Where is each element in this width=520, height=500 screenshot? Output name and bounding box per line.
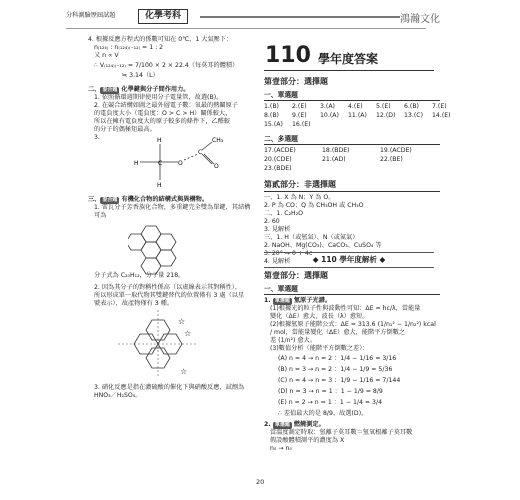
atom-o: O bbox=[178, 160, 183, 167]
exp2-line: 假設酸體積測平的濃度為 X bbox=[270, 437, 345, 444]
exp1-row: (B) n = 3 → n = 2 ：1/4 − 1/9 = 5/36 bbox=[278, 366, 393, 373]
atom-o: O bbox=[214, 163, 219, 170]
atom-h: H bbox=[157, 182, 162, 189]
publisher-logo: 鴻瀚文化 bbox=[400, 14, 440, 25]
analysis-section-heading: ◆ 110 學年度解析 ◆ bbox=[264, 252, 434, 268]
sec2-item: 1. 依照循環週期律使用分子電量管，故選(B)。 bbox=[94, 94, 223, 101]
multi-answers bbox=[264, 147, 440, 173]
sec3-last bbox=[88, 384, 244, 400]
exp1-line: 變化（ΔE）愈大，波長（λ）愈短。 bbox=[270, 313, 369, 320]
formula-line: 分子式為 C₂₀H₁₂，分子量 218。 bbox=[94, 272, 185, 279]
answer-item: 21.(AD) bbox=[322, 156, 346, 163]
section-3 bbox=[88, 196, 250, 220]
header-bar bbox=[200, 16, 400, 18]
exp1-row: (E) n = 2 → n = 1 ：1 − 1/4 = 3/4 bbox=[278, 399, 383, 406]
answer-item: 14.(E) bbox=[432, 112, 451, 119]
diamond-icon: ◆ bbox=[312, 255, 322, 264]
sec3-item: 1. 雷瓦分子芳香族化合物，多重鍵完全雙為單鍵，其結構 bbox=[94, 204, 251, 211]
atom-c: C bbox=[198, 149, 203, 156]
answer-title: 學年度答案 bbox=[318, 52, 379, 66]
header-subject-box: 化學考科 bbox=[138, 9, 188, 24]
star-icon: ☆ bbox=[178, 317, 186, 326]
exp2-line: n₀ → n₀ bbox=[270, 445, 292, 452]
answer-item: 17.(ACDE) bbox=[264, 147, 296, 154]
part-1-heading: 第壹部分：選擇題 bbox=[264, 77, 328, 86]
answer-item: 1.(B) bbox=[264, 103, 279, 110]
answer-item: 6.(B) bbox=[404, 103, 419, 110]
molecule-diagram bbox=[120, 132, 230, 192]
page-number: 20 bbox=[256, 478, 265, 486]
nonsel-line: 4. 見解析 bbox=[264, 258, 291, 265]
topic-badge: 單選題 bbox=[274, 298, 290, 304]
exp1-line: (3)數值分析（能階平方倒數之差）： bbox=[270, 345, 369, 352]
section-2-heading: 二、 混合題 化學鍵與分子間作用力。 bbox=[88, 86, 190, 93]
nonsel-line: 3. 20° → 0 + 4c bbox=[264, 250, 313, 257]
exp2-heading: 2. 單選題 燃燒測定。 bbox=[264, 421, 325, 428]
diamond-icon: ◆ bbox=[376, 255, 386, 264]
sec3-item: HNO₃／H₂SO₄。 bbox=[94, 392, 142, 399]
answer-item: 8.(B) bbox=[264, 112, 279, 119]
multi-choice-heading: 二、多選題 bbox=[264, 135, 298, 143]
exp1-line: (1)根據光的粒子性與波動性可知：ΔE = hc/λ，當能量 bbox=[270, 305, 421, 312]
atom-h: H bbox=[157, 137, 162, 144]
nonsel-line: 2. 60 bbox=[264, 218, 280, 225]
year-number: 110 bbox=[265, 43, 311, 68]
sec2-item: 3. bbox=[94, 134, 100, 141]
sec3-item: 3. 硝化反應是指在濃硫酸的催化下與硝酸反應，試劑為 bbox=[94, 384, 245, 391]
topic-badge: 單選題 bbox=[274, 422, 290, 428]
header-divider bbox=[66, 28, 426, 29]
sec3-item: 所以形成單一取代物其雙鍵替代的位置僅有 3 處（以星 bbox=[94, 292, 245, 299]
answer-item: 12.(D) bbox=[376, 112, 396, 119]
exp1-line: 差 (1/n²) 愈大。 bbox=[270, 337, 316, 344]
answer-item: 15.(A) bbox=[264, 121, 283, 128]
nonsel-line: 一、1. X 為 N；Y 為 O。 bbox=[264, 194, 335, 201]
q4-line: ∴ V₍₁₂₄₎₍₋₁₂₎ = 7/100 × 2 × 22.4（每莫耳的體積） bbox=[94, 62, 239, 69]
nonsel-line: 3. 見解析 bbox=[264, 226, 291, 233]
answer-item: 16.(E) bbox=[292, 121, 311, 128]
atom-h: H bbox=[134, 160, 139, 167]
sec3-item: 可為 bbox=[94, 212, 107, 219]
symmetry-structure bbox=[118, 310, 198, 376]
atom-c: C bbox=[158, 160, 163, 167]
left-column bbox=[88, 36, 238, 142]
section-3-heading: 三、 混合題 有機化合物的結構式與異構物。 bbox=[88, 196, 209, 203]
nonsel-line: 三、1. H（或氫氣）、N（或氮氣） bbox=[264, 234, 359, 241]
sec2-item: 的分子的偶極矩最高。 bbox=[94, 126, 156, 133]
answer-item: 3.(A) bbox=[320, 103, 335, 110]
methyl-group: CH₃ bbox=[212, 137, 224, 144]
section-badge: 混合題 bbox=[102, 87, 118, 93]
exp1-line: (2)根據氫原子能階公式：ΔE = 313.6 (1/n₁² − 1/n₂²) kcal bbox=[270, 321, 436, 328]
part-2-heading: 第貳部分：非選擇題 bbox=[264, 180, 336, 189]
nonsel-line: 2. NaOH、Mg(CO₃)、CaCO₃、CuSO₄ 等 bbox=[264, 242, 382, 249]
answer-item: 20.(CDE) bbox=[264, 156, 292, 163]
section-badge: 混合題 bbox=[102, 197, 118, 203]
answer-item: 5.(E) bbox=[376, 103, 391, 110]
exp1-heading: 1. 單選題 氫原子光譜。 bbox=[264, 297, 331, 304]
exp1-conclusion: ∴ 差值最大的是 8/9，故選(D)。 bbox=[278, 410, 368, 417]
sec2-item: 2. 在競合結構如圖之最外層電子數：氧最的熱關原子 bbox=[94, 102, 238, 109]
title-underline bbox=[264, 70, 434, 71]
sec3-item: 2. 因為其分子的對稱性係高（以虛線表示其對稱性）， bbox=[94, 284, 242, 291]
q4-line: n₍₁₂₄₎ : n₍₁₂₄₎₍₋₁₂₎ = 1 : 2 bbox=[94, 44, 164, 51]
perylene-structure bbox=[128, 222, 198, 278]
star-icon: ☆ bbox=[180, 367, 188, 376]
answer-item: 4.(E) bbox=[348, 103, 363, 110]
single-choice-heading: 一、單選題 bbox=[264, 91, 298, 99]
answer-item: 22.(BE) bbox=[380, 156, 403, 163]
answer-item: 18.(BDE) bbox=[322, 147, 350, 154]
answer-item: 9.(E) bbox=[292, 112, 307, 119]
nonsel-line: 2. P 為 CO；Q 為 CH₃OH 或 CH₃O bbox=[264, 202, 364, 209]
sec3-item: 號表示），故產物僅有 3 種。 bbox=[94, 300, 174, 307]
answer-item: 19.(ACDE) bbox=[380, 147, 412, 154]
sec2-item: 的電負度大小（電負度：O > C > H）關係較大， bbox=[94, 110, 232, 117]
q4-line: 又 n ∝ V bbox=[94, 52, 119, 59]
nonsel-line: 二、1. C₂H₂O bbox=[264, 210, 304, 217]
q4-line: ≒ 3.14（L） bbox=[122, 72, 159, 79]
exp1-row: (A) n = 4 → n = 2 ：1/4 − 1/16 = 3/16 bbox=[278, 355, 397, 362]
exp1-row: (C) n = 4 → n = 3 ：1/9 − 1/16 = 7/144 bbox=[278, 377, 401, 384]
analysis-block bbox=[264, 270, 440, 453]
answer-item: 7.(E) bbox=[432, 103, 447, 110]
single-choice-heading-b: 一、單選題 bbox=[264, 285, 298, 293]
part-1b-heading: 第壹部分：選擇題 bbox=[264, 271, 328, 280]
sec3-more bbox=[88, 284, 244, 308]
header-series-title: 分科測驗歷屆試題 bbox=[66, 12, 116, 19]
star-icon: ☆ bbox=[184, 329, 192, 338]
answer-item: 23.(BDE) bbox=[264, 165, 292, 172]
answer-item: 11.(A) bbox=[348, 112, 367, 119]
exp2-line: 當溫度測定時取：氫離子莫耳數＝氫氧根離子莫耳數 bbox=[270, 429, 413, 436]
answer-item: 2.(E) bbox=[292, 103, 307, 110]
answer-item: 13.(C) bbox=[404, 112, 423, 119]
answers-block bbox=[264, 76, 451, 266]
exp1-row: (D) n = 3 → n = 1 ：1 − 1/9 = 8/9 bbox=[278, 388, 383, 395]
q4-line: 4. 根據反應方程式的係數可知在 0℃，1 大氣壓下： bbox=[88, 36, 233, 43]
answer-item: 10.(A) bbox=[320, 112, 339, 119]
exp1-line: / mol，當能量變化（ΔE）愈大，能階平方倒數之 bbox=[270, 329, 406, 336]
single-answers bbox=[264, 103, 451, 129]
sec2-item: 所以在擁有電負度大的原子較多的條件下，乙醛較 bbox=[94, 118, 231, 125]
